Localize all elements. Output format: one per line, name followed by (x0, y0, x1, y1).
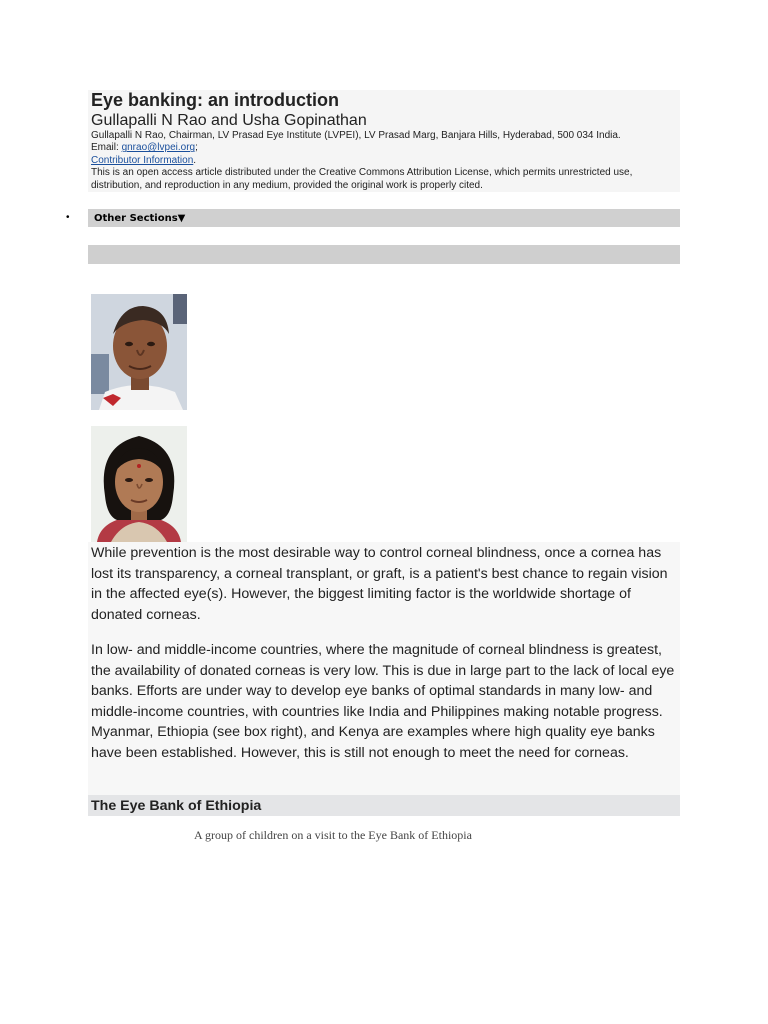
email-label: Email: (91, 142, 122, 154)
other-sections-dropdown[interactable]: Other Sections▼ (94, 213, 186, 224)
body-paragraph: In low- and middle-income countries, where the magnitude of corneal blindness is greatest, the availability of donated corneas is very low. This is due in large part to the lack of local eye banks. Efforts are under way to develop eye banks of optimal standards in many low- and middle-income countries, with countries like India and Philippines making notable progress. Myanmar, Ethiopia (see box right), and Kenya are examples where high quality eye banks have been established. However, this is still not enough to meet the need for corneas. (91, 642, 675, 761)
man-portrait-icon (91, 294, 187, 410)
author-photo-rao (91, 294, 187, 410)
section-divider-bar (88, 245, 680, 264)
article-meta (91, 130, 677, 192)
email-line (91, 142, 677, 154)
license-text: This is an open access article distributed under the Creative Commons Attribution License, which permits unrestricted use, distribution, and reproduction in any medium, provided the original work is properly cited. (91, 167, 633, 191)
contributor-line (91, 155, 677, 167)
affiliation: Gullapalli N Rao, Chairman, LV Prasad Eye Institute (LVPEI), LV Prasad Marg, Banjara Hills, Hyderabad, 500 034 India. (91, 130, 621, 141)
contributor-information-link[interactable]: Contributor Information (91, 154, 194, 166)
image-caption: A group of children on a visit to the Eye Bank of Ethiopia (194, 828, 472, 842)
bullet-icon: • (66, 212, 70, 223)
article-authors: Gullapalli N Rao and Usha Gopinathan (91, 112, 367, 129)
box-heading: The Eye Bank of Ethiopia (91, 798, 262, 814)
email-link[interactable]: gnrao@lvpei.org (121, 142, 196, 154)
article-title: Eye banking: an introduction (91, 90, 340, 110)
woman-portrait-icon (91, 426, 187, 542)
author-photo-gopinathan (91, 426, 187, 542)
body-paragraph: While prevention is the most desirable way to control corneal blindness, once a cornea has lost its transparency, a corneal transplant, or graft, is a patient's best chance to regain vision in the affected eye(s). However, the biggest limiting factor is the worldwide shortage of donated corneas. (91, 545, 668, 623)
email-suffix: ; (195, 142, 198, 154)
contributor-suffix: . (193, 154, 197, 166)
